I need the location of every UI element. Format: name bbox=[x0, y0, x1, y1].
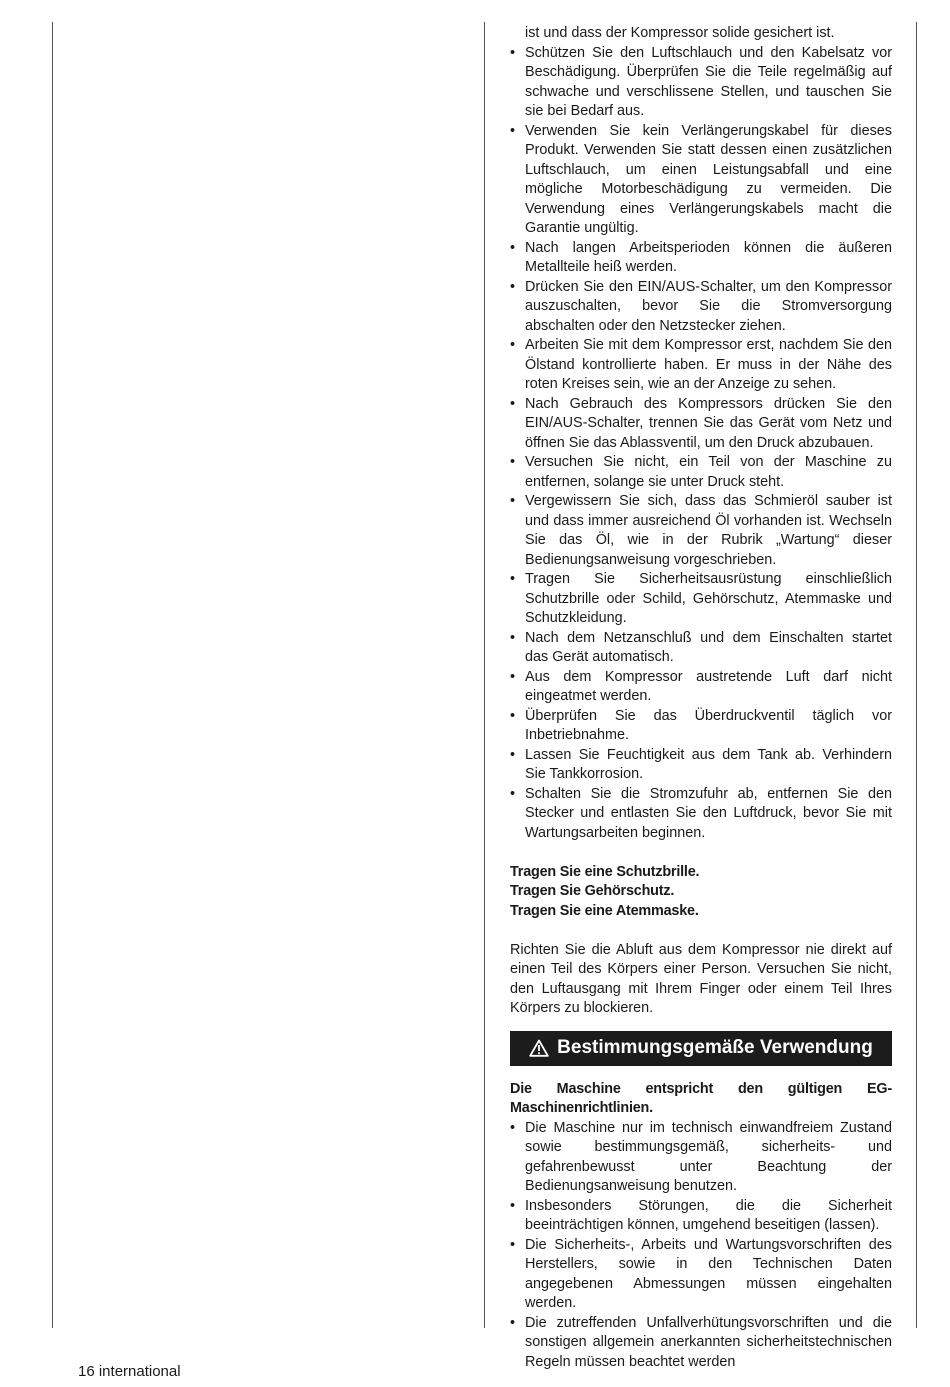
list-item: • Schützen Sie den Luftschlauch und den Kabelsatz vor Beschädigung. Überprüfen Sie die Teile regelmäßig auf schwache und verschlissene Stellen, und tauschen Sie sie bei Bedarf aus. bbox=[510, 44, 892, 122]
list-item: • Verwenden Sie kein Verlängerungskabel für dieses Produkt. Verwenden Sie statt dessen einen zusätzlichen Luftschlauch, um einen Leistungsabfall und eine mögliche Motorbeschädigung zu vermeiden. Die Verwendung eines Verlängerungskabels macht die Garantie ungültig. bbox=[510, 122, 892, 239]
section-heading-bar bbox=[510, 1031, 892, 1066]
page-footer: 16 international bbox=[78, 1363, 181, 1380]
ppe-line-mask: Tragen Sie eine Atemmaske. bbox=[510, 902, 699, 919]
list-item: • Die Sicherheits-, Arbeits und Wartungsvorschriften des Herstellers, sowie in den Technischen Daten angegebenen Abmessungen müssen eingehalten werden. bbox=[510, 1236, 892, 1314]
list-item: • Nach langen Arbeitsperioden können die äußeren Metallteile heiß werden. bbox=[510, 239, 892, 278]
ppe-line-hearing: Tragen Sie Gehörschutz. bbox=[510, 883, 675, 899]
list-item: • Die Maschine nur im technisch einwandfreiem Zustand sowie bestimmungsgemäß, sicherheits- und gefahrenbewusst unter Beachtung der Bedienungsanweisung benutzen. bbox=[510, 1119, 892, 1197]
list-item: • Vergewissern Sie sich, dass das Schmieröl sauber ist und dass immer ausreichend Öl vorhanden ist. Wechseln Sie das Öl, wie in der Rubrik „Wartung“ dieser Bedienungsanweisung vorgeschrieben. bbox=[510, 492, 892, 570]
exhaust-warning-paragraph: Richten Sie die Abluft aus dem Kompressor nie direkt auf einen Teil des Körpers einer Person. Versuchen Sie nicht, den Luftausgang mit Ihrem Finger oder einem Teil Ihres Körpers zu blockieren. bbox=[510, 941, 892, 1016]
right-margin-line bbox=[916, 22, 917, 1328]
safety-bullet-list bbox=[510, 44, 892, 844]
list-item: • Versuchen Sie nicht, ein Teil von der Maschine zu entfernen, solange sie unter Druck steht. bbox=[510, 453, 892, 492]
left-margin-line bbox=[52, 22, 53, 1328]
list-item: • Tragen Sie Sicherheitsausrüstung einschließlich Schutzbrille oder Schild, Gehörschutz, Atemmaske und Schutzkleidung. bbox=[510, 570, 892, 629]
intended-use-bullet-list bbox=[510, 1119, 892, 1373]
warning-triangle-icon bbox=[529, 1039, 549, 1057]
list-item: • Nach Gebrauch des Kompressors drücken Sie den EIN/AUS-Schalter, trennen Sie das Gerät vom Netz und öffnen Sie das Ablassventil, um den Druck abzubauen. bbox=[510, 395, 892, 454]
list-item: • Nach dem Netzanschluß und dem Einschalten startet das Gerät automatisch. bbox=[510, 629, 892, 668]
list-item: • Lassen Sie Feuchtigkeit aus dem Tank ab. Verhindern Sie Tankkorrosion. bbox=[510, 746, 892, 785]
list-item: • Insbesonders Störungen, die die Sicherheit beeinträchtigen können, umgehend beseitigen (lassen). bbox=[510, 1197, 892, 1236]
list-item: • Die zutreffenden Unfallverhütungsvorschriften und die sonstigen allgemein anerkannten sicherheitstechnischen Regeln müssen beachtet werden bbox=[510, 1314, 892, 1373]
section-intro: Die Maschine entspricht den gültigen EG-Maschinenrichtlinien. bbox=[510, 1080, 892, 1116]
list-item: • Drücken Sie den EIN/AUS-Schalter, um den Kompressor auszuschalten, bevor Sie die Stromversorgung abschalten oder den Netzstecker ziehen. bbox=[510, 278, 892, 337]
list-item: • Schalten Sie die Stromzufuhr ab, entfernen Sie den Stecker und entlasten Sie den Luftdruck, bevor Sie mit Wartungsarbeiten beginnen. bbox=[510, 785, 892, 844]
ppe-line-goggles: Tragen Sie eine Schutzbrille. bbox=[510, 863, 700, 880]
intro-continuation: ist und dass der Kompressor solide gesichert ist. bbox=[525, 25, 835, 41]
column-divider-line bbox=[484, 22, 485, 1328]
list-item: • Arbeiten Sie mit dem Kompressor erst, nachdem Sie den Ölstand kontrollierte haben. Er muss in der Nähe des roten Kreises sein, wie an der Anzeige zu sehen. bbox=[510, 336, 892, 395]
text-column bbox=[510, 24, 892, 1372]
list-item: • Aus dem Kompressor austretende Luft darf nicht eingeatmet werden. bbox=[510, 668, 892, 707]
list-item: • Überprüfen Sie das Überdruckventil täglich vor Inbetriebnahme. bbox=[510, 707, 892, 746]
section-title: Bestimmungsgemäße Verwendung bbox=[557, 1037, 873, 1059]
